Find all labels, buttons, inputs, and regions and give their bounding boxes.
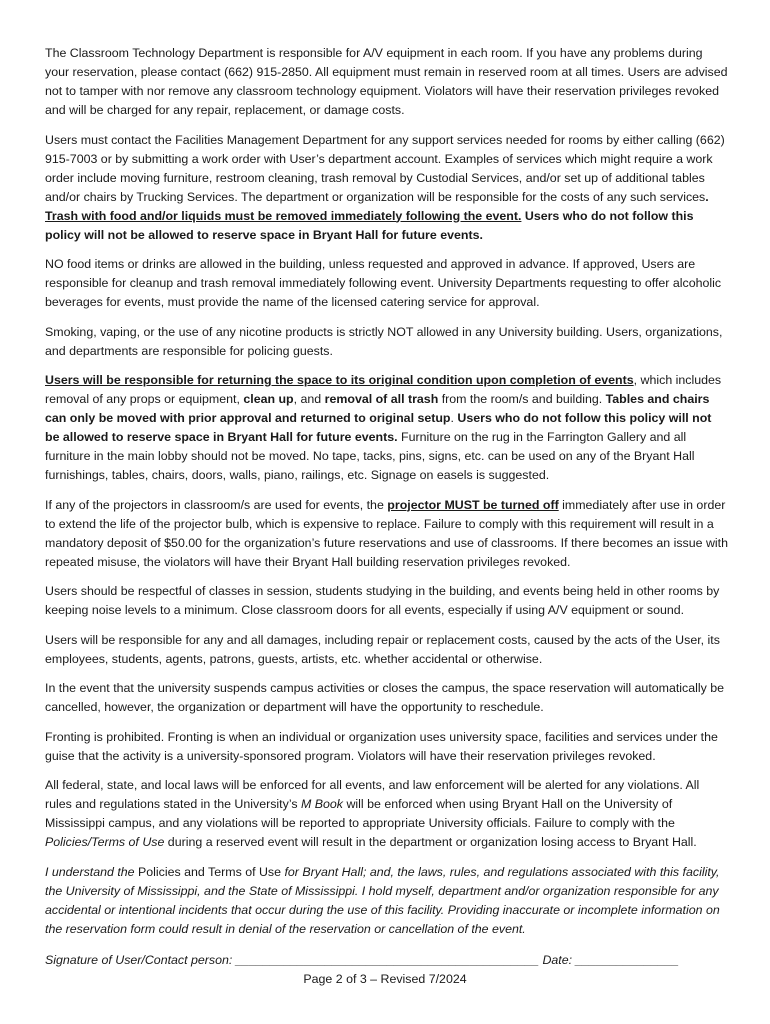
signature-blank[interactable]: ____________________________________________ [235, 952, 539, 967]
text-run: Users should be respectful of classes in session, students studying in the building, and events being held in other rooms by keeping noise levels to a minimum. Close classroom doors for all events, especially if using A/V equipment or sound. [45, 584, 720, 617]
text-run: . [450, 411, 458, 425]
text-run: If any of the projectors in classroom/s are used for events, the [45, 497, 388, 512]
document-page [45, 44, 729, 970]
signature-line [45, 951, 729, 970]
policy-paragraph [45, 255, 729, 312]
text-run: Trash with food and/or liquids must be removed immediately following the event. [45, 208, 522, 223]
text-run: for Bryant Hall; and, the laws, rules, and regulations associated with this facility, the University of Mississippi, and the State of Mississippi. I hold myself, department and/or organization responsible for any accidental or intentional incidents that occur during the use of this facility. Providing inaccurate or incomplete information on the reservation form could result in denial of the reservation or cancellation of the event. [45, 864, 720, 936]
page-footer: Page 2 of 3 – Revised 7/2024 [303, 972, 467, 986]
text-run: projector MUST be turned off [387, 497, 559, 512]
text-run: will be enforced when using Bryant Hall on the University of Mississippi campus, and any violations will be reported to appropriate University officials. Failure to comply with the [45, 797, 675, 830]
text-run: Policies and Terms of Use [138, 864, 282, 879]
policy-paragraph [45, 863, 729, 939]
policy-paragraph [45, 131, 729, 245]
policy-paragraph [45, 371, 729, 485]
text-run: NO food items or drinks are allowed in the building, unless requested and approved in advance. If approved, Users are responsible for cleanup and trash removal immediately following event. University Departments requesting to offer alcoholic beverages for events, must provide the name of the licensed catering service for approval. [45, 257, 722, 309]
text-run: Tables and chairs can only be moved with prior approval and returned to original setup [45, 392, 710, 425]
policy-paragraph [45, 728, 729, 766]
date-blank[interactable]: _______________ [575, 952, 679, 967]
policy-paragraph [45, 631, 729, 669]
text-run: Users will be responsible for returning the space to its original condition upon completion of events [45, 373, 634, 387]
policy-body [45, 44, 729, 939]
text-run: Smoking, vaping, or the use of any nicotine products is strictly NOT allowed in any University building. Users, organizations, and departments are responsible for policing guests. [45, 324, 723, 358]
text-run: Policies/Terms of Use [45, 835, 165, 849]
policy-paragraph [45, 496, 729, 572]
text-run: I understand the [45, 864, 138, 879]
text-run: Users will be responsible for any and all damages, including repair or replacement costs, caused by the acts of the User, its employees, students, agents, patrons, guests, artists, etc. whether accidental or otherwise. [45, 632, 720, 666]
text-run: , which includes removal of any props or equipment, [45, 373, 722, 406]
policy-paragraph [45, 776, 729, 852]
text-run: The Classroom Technology Department is responsible for A/V equipment in each room. If you have any problems during your reservation, please contact (662) 915-2850. All equipment must remain in reserved room at all times. Users are advised not to tamper with nor remove any classroom technology equipment. Violators will have their reservation privileges revoked and will be charged for any repair, replacement, or damage costs. [45, 46, 728, 117]
text-run: Fronting is prohibited. Fronting is when an individual or organization uses university space, facilities and services under the guise that the activity is a university-sponsored program. Violators will have their reservation privileges revoked. [45, 729, 718, 763]
text-run: M Book [300, 797, 343, 811]
text-run: , and [293, 392, 325, 406]
text-run: during a reserved event will result in the department or organization losing access to Bryant Hall. [164, 835, 697, 849]
text-run: Users must contact the Facilities Management Department for any support services needed for rooms by either calling (662) 915-7003 or by submitting a work order with User’s department account. Examples of services which might require a work order include moving furniture, restroom cleaning, trash removal by Custodial Services, and/or set up of additional tables and/or chairs by Trucking Services. The department or organization will be responsible for the costs of any such services [45, 132, 725, 204]
policy-paragraph [45, 44, 729, 120]
text-run: clean up [243, 392, 294, 406]
text-run: In the event that the university suspends campus activities or closes the campus, the space reservation will automatically be cancelled, however, the organization or department will have the opportunity to reschedule. [45, 681, 725, 714]
text-run: Users who do not follow this policy will not be allowed to reserve space in Bryant Hall for future events. [45, 411, 712, 444]
policy-paragraph [45, 323, 729, 361]
text-run: Furniture on the rug in the Farrington Gallery and all furniture in the main lobby should not be moved. No tape, tacks, pins, signs, etc. can be used on any of the Bryant Hall furnishings, tables, chairs, doors, walls, piano, railings, etc. Signage on easels is suggested. [45, 430, 695, 482]
text-run: . [705, 189, 709, 204]
text-run: removal of all trash [324, 392, 439, 406]
policy-paragraph [45, 582, 729, 620]
text-run: from the room/s and building. [438, 392, 606, 406]
text-run: All federal, state, and local laws will be enforced for all events, and law enforcement will be alerted for any violations. All rules and regulations stated in the University’s [45, 778, 700, 811]
policy-paragraph [45, 679, 729, 717]
signature-label: Signature of User/Contact person: [45, 952, 236, 967]
text-run: immediately after use in order to extend the life of the projector bulb, which is expensive to replace. Failure to comply with this requirement will result in a mandatory deposit of $50.00 for the organization’s future reservations and use of classrooms. If there becomes an issue with repeated misuse, the violators will have their Bryant Hall building reservation privileges revoked. [45, 497, 729, 569]
date-label: Date: [539, 952, 576, 967]
text-run: Users who do not follow this policy will not be allowed to reserve space in Bryant Hall for future events. [45, 208, 694, 242]
